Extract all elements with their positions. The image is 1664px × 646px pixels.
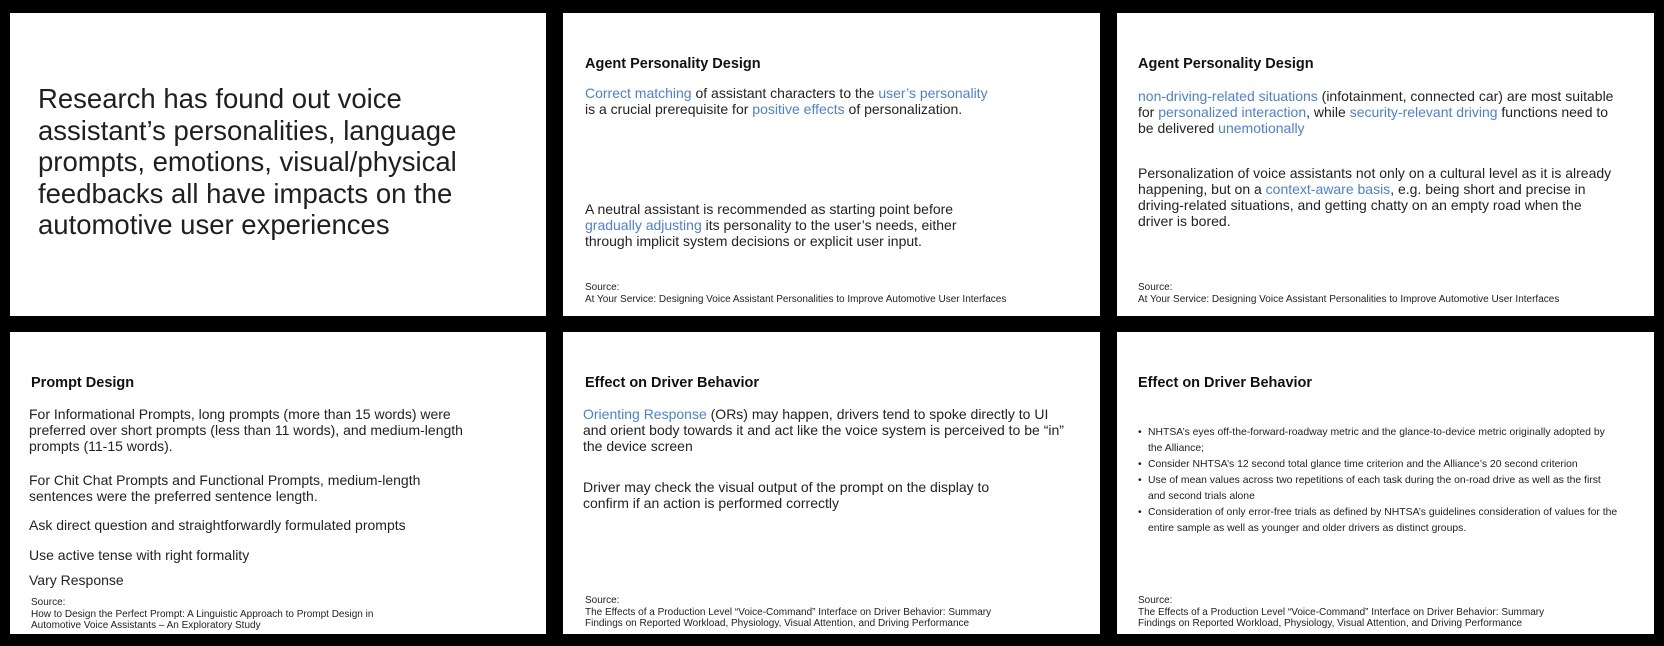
paragraph: Correct matching of assistant characters to the user’s personality is a crucial prerequisite for positive effects of personalization.: [585, 85, 988, 117]
highlight-text: user’s personality: [878, 85, 988, 101]
paragraph: non-driving-related situations (infotainment, connected car) are most suitable for personalized interaction, while security-relevant driving functions need to be delivered unemotionally: [1138, 88, 1614, 136]
highlight-text: positive effects: [752, 101, 845, 117]
slide-title: Prompt Design: [31, 375, 135, 391]
paragraph: Orienting Response (ORs) may happen, drivers tend to spoke directly to UI and orient body towards it and act like the voice system is perceived to be “in” the device screen: [583, 406, 1064, 454]
slide-prompt-design: [10, 332, 546, 634]
bullet-list: [1138, 425, 1618, 537]
slide-title: Effect on Driver Behavior: [585, 375, 760, 391]
highlight-text: context-aware basis: [1265, 181, 1391, 197]
slide-driver-behavior-1: [563, 332, 1100, 634]
slide-title: Agent Personality Design: [585, 56, 761, 72]
highlight-text: security-relevant driving: [1349, 104, 1498, 120]
paragraph: Personalization of voice assistants not only on a cultural level as it is already happening, but on a context-aware basis, e.g. being short and precise in driving-related situations, and getting chatty on an empty road when the driver is bored.: [1138, 165, 1612, 229]
list-item: • NHTSA’s eyes off-the-forward-roadway metric and the glance-to-device metric originally adopted by the Alliance;: [1138, 425, 1618, 457]
paragraph: Ask direct question and straightforwardly formulated prompts: [29, 517, 406, 533]
paragraph: For Informational Prompts, long prompts (more than 15 words) were preferred over short prompts (less than 11 words), and medium-length prompts (11-15 words).: [29, 406, 463, 454]
list-item: • Consider NHTSA’s 12 second total glance time criterion and the Alliance’s 20 second criterion: [1138, 457, 1618, 473]
source-citation: Source: At Your Service: Designing Voice Assistant Personalities to Improve Automotive User Interfaces: [1138, 282, 1560, 305]
slide-title: Effect on Driver Behavior: [1138, 375, 1313, 391]
highlight-text: personalized interaction: [1158, 104, 1307, 120]
source-citation: Source: The Effects of a Production Level “Voice-Command” Interface on Driver Behavior: Summary Findings on Reported Workload, Physiology, Visual Attention, and Driving Performance: [1138, 595, 1545, 629]
slide-intro: [10, 13, 546, 316]
slide-agent-personality-2: [1117, 13, 1654, 316]
source-citation: Source: The Effects of a Production Level “Voice-Command” Interface on Driver Behavior: Summary Findings on Reported Workload, Physiology, Visual Attention, and Driving Performance: [585, 595, 992, 629]
highlight-text: unemotionally: [1218, 120, 1305, 136]
list-item: • Use of mean values across two repetitions of each task during the on-road drive as well as the first and second trials alone: [1138, 473, 1618, 505]
paragraph: Driver may check the visual output of the prompt on the display to confirm if an action is performed correctly: [583, 479, 990, 511]
slide-agent-personality-1: [563, 13, 1100, 316]
highlight-text: non-driving-related situations: [1138, 88, 1318, 104]
highlight-text: gradually adjusting: [585, 217, 702, 233]
intro-statement: Research has found out voice assistant’s personalities, language prompts, emotions, visual/physical feedbacks all have impacts on the automotive user experiences: [38, 83, 457, 240]
slide-title: Agent Personality Design: [1138, 56, 1314, 72]
highlight-text: Correct matching: [585, 85, 692, 101]
paragraph: For Chit Chat Prompts and Functional Prompts, medium-length sentences were the preferred sentence length.: [29, 472, 421, 504]
highlight-text: Orienting Response: [583, 406, 707, 422]
list-item: • Consideration of only error-free trials as defined by NHTSA’s guidelines consideration of values for the entire sample as well as younger and older drivers as distinct groups.: [1138, 505, 1618, 537]
paragraph: Use active tense with right formality: [29, 547, 250, 563]
paragraph: A neutral assistant is recommended as starting point before gradually adjusting its personality to the user’s needs, either through implicit system decisions or explicit user input.: [585, 201, 957, 249]
paragraph: Vary Response: [29, 572, 124, 588]
source-citation: Source: How to Design the Perfect Prompt: A Linguistic Approach to Prompt Design in Automotive Voice Assistants – An Exploratory Study: [31, 597, 374, 631]
source-citation: Source: At Your Service: Designing Voice Assistant Personalities to Improve Automotive User Interfaces: [585, 282, 1007, 305]
slide-driver-behavior-2: [1117, 332, 1654, 634]
